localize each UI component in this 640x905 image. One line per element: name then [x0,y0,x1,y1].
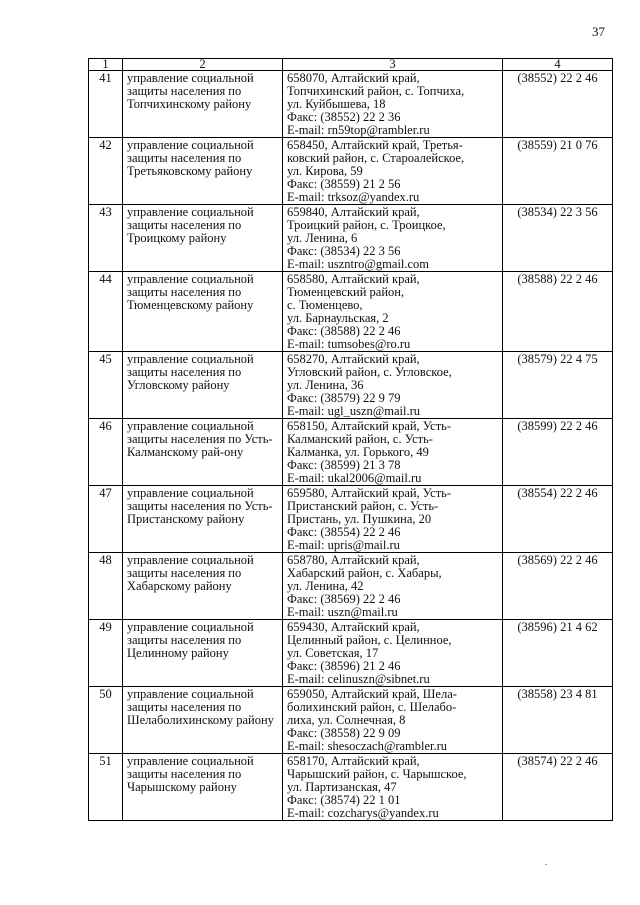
row-number: 45 [89,352,123,419]
table-row [89,620,613,687]
address-line: 658580, Алтайский край, [287,272,420,286]
address-line: E-mail: ukal2006@mail.ru [287,471,422,485]
row-number: 48 [89,553,123,620]
phone-cell: (38552) 22 2 46 [503,71,613,138]
row-number: 46 [89,419,123,486]
address-line: Целинный район, с. Целинное, [287,633,452,647]
phone-cell: (38569) 22 2 46 [503,553,613,620]
page-number: 37 [592,24,605,39]
table-row [89,687,613,754]
address-cell [283,553,503,620]
table-row [89,71,613,138]
address-line: ул. Партизанская, 47 [287,780,397,794]
address-line: Факс: (38588) 22 2 46 [287,324,401,338]
phone-cell: (38599) 22 2 46 [503,419,613,486]
address-line: E-mail: ugl_uszn@mail.ru [287,404,421,418]
address-line: ул. Ленина, 42 [287,579,364,593]
address-line: E-mail: tumsobes@ro.ru [287,337,411,351]
header-cell-2: 2 [123,59,283,71]
address-cell [283,687,503,754]
table-body [89,71,613,821]
address-line: E-mail: rn59top@rambler.ru [287,123,430,137]
address-cell [283,620,503,687]
address-line: 659050, Алтайский край, Шела- [287,687,457,701]
address-line: Троицкий район, с. Троицкое, [287,218,446,232]
organization-name: управление социальной защиты населения по Шелаболихинскому району [123,687,283,754]
address-line: Факс: (38554) 22 2 46 [287,525,401,539]
address-line: ул. Кирова, 59 [287,164,363,178]
row-number: 47 [89,486,123,553]
header-row [89,59,613,71]
table-row [89,138,613,205]
table-row [89,205,613,272]
address-line: E-mail: uszn@mail.ru [287,605,398,619]
address-line: Факс: (38579) 22 9 79 [287,391,401,405]
address-line: 658270, Алтайский край, [287,352,420,366]
address-line: лиха, ул. Солнечная, 8 [287,713,406,727]
address-cell [283,754,503,821]
address-line: Факс: (38599) 21 3 78 [287,458,401,472]
address-cell [283,205,503,272]
address-line: ковский район, с. Староалейское, [287,151,465,165]
address-line: 659430, Алтайский край, [287,620,420,634]
organization-name: управление социальной защиты населения по Троицкому району [123,205,283,272]
organization-name: управление социальной защиты населения по Тюменцевскому району [123,272,283,352]
address-line: 659580, Алтайский край, Усть- [287,486,452,500]
address-line: E-mail: cozcharys@yandex.ru [287,806,439,820]
address-line: Топчихинский район, с. Топчиха, [287,84,465,98]
address-line: 658070, Алтайский край, [287,71,420,85]
table-row [89,486,613,553]
organization-name: управление социальной защиты населения по Хабарскому району [123,553,283,620]
phone-cell: (38558) 23 4 81 [503,687,613,754]
address-line: 658450, Алтайский край, Третья- [287,138,463,152]
page-mark: . [545,858,547,867]
address-line: E-mail: uszntro@gmail.com [287,257,430,271]
address-line: E-mail: upris@mail.ru [287,538,400,552]
address-cell [283,352,503,419]
address-line: ул. Ленина, 6 [287,231,358,245]
address-line: Факс: (38569) 22 2 46 [287,592,401,606]
organization-name: управление социальной защиты населения по Усть-Калманскому рай-ону [123,419,283,486]
table-row [89,419,613,486]
phone-cell: (38579) 22 4 75 [503,352,613,419]
header-cell-3: 3 [283,59,503,71]
phone-cell: (38588) 22 2 46 [503,272,613,352]
registry-table [88,58,613,821]
row-number: 50 [89,687,123,754]
address-cell [283,486,503,553]
address-line: E-mail: shesoczach@rambler.ru [287,739,448,753]
address-line: 658150, Алтайский край, Усть- [287,419,452,433]
address-line: 658780, Алтайский край, [287,553,420,567]
address-line: ул. Барнаульская, 2 [287,311,389,325]
address-line: Факс: (38534) 22 3 56 [287,244,401,258]
organization-name: управление социальной защиты населения по Чарышскому району [123,754,283,821]
address-line: с. Тюменцево, [287,298,363,312]
address-line: Пристанский район, с. Усть- [287,499,439,513]
address-line: Факс: (38558) 22 9 09 [287,726,401,740]
address-line: 659840, Алтайский край, [287,205,420,219]
header-cell-4: 4 [503,59,613,71]
address-line: болихинский район, с. Шелабо- [287,700,457,714]
address-line: Факс: (38559) 21 2 56 [287,177,401,191]
organization-name: управление социальной защиты населения по Целинному району [123,620,283,687]
address-line: E-mail: celinuszn@sibnet.ru [287,672,430,686]
address-line: Угловский район, с. Угловское, [287,365,452,379]
address-line: ул. Куйбышева, 18 [287,97,386,111]
address-line: Хабарский район, с. Хабары, [287,566,442,580]
phone-cell: (38554) 22 2 46 [503,486,613,553]
organization-name: управление социальной защиты населения по Угловскому району [123,352,283,419]
address-line: Факс: (38574) 22 1 01 [287,793,401,807]
row-number: 41 [89,71,123,138]
table-row [89,272,613,352]
address-line: ул. Ленина, 36 [287,378,364,392]
phone-cell: (38534) 22 3 56 [503,205,613,272]
phone-cell: (38559) 21 0 76 [503,138,613,205]
row-number: 49 [89,620,123,687]
row-number: 44 [89,272,123,352]
address-line: Калманский район, с. Усть- [287,432,433,446]
address-cell [283,272,503,352]
table-row [89,754,613,821]
address-line: Факс: (38552) 22 2 36 [287,110,401,124]
address-line: Чарышский район, с. Чарышское, [287,767,467,781]
address-cell [283,71,503,138]
address-cell [283,138,503,205]
address-line: E-mail: trksoz@yandex.ru [287,190,420,204]
phone-cell: (38596) 21 4 62 [503,620,613,687]
address-cell [283,419,503,486]
row-number: 42 [89,138,123,205]
organization-name: управление социальной защиты населения по Третьяковскому району [123,138,283,205]
address-line: Тюменцевский район, [287,285,405,299]
row-number: 43 [89,205,123,272]
address-line: Калманка, ул. Горького, 49 [287,445,429,459]
organization-name: управление социальной защиты населения по Усть-Пристанскому району [123,486,283,553]
table-row [89,553,613,620]
address-line: Пристань, ул. Пушкина, 20 [287,512,432,526]
address-line: 658170, Алтайский край, [287,754,420,768]
organization-name: управление социальной защиты населения по Топчихинскому району [123,71,283,138]
address-line: Факс: (38596) 21 2 46 [287,659,401,673]
phone-cell: (38574) 22 2 46 [503,754,613,821]
row-number: 51 [89,754,123,821]
table-row [89,352,613,419]
header-cell-1: 1 [89,59,123,71]
address-line: ул. Советская, 17 [287,646,379,660]
